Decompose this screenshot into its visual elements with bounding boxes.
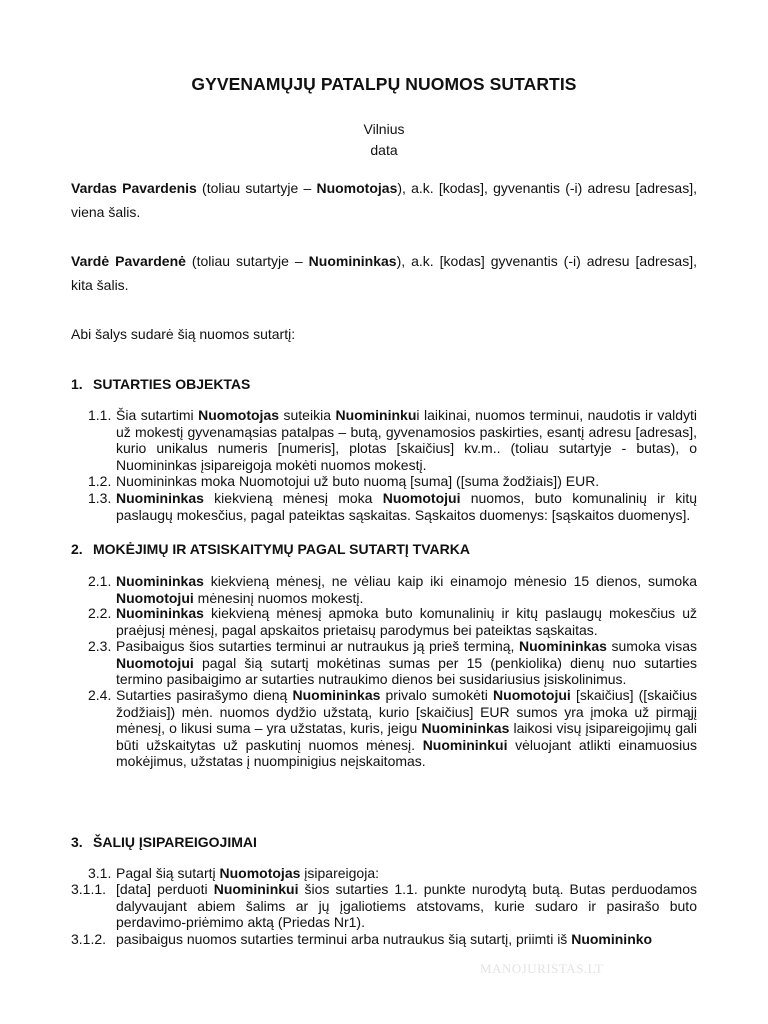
bold-term: Nuomininkui <box>422 736 508 753</box>
text-segment: šios sutarties 1.1. punkte nurodytą butą. Butas perduodamos dalyvaujant abiem šalims ar jų įgaliotiems atstovams, kurie sudaro ir pasirašo buto perdavimo-priėmimo aktą (Priedas Nr1). <box>116 881 698 930</box>
clause-text <box>116 473 697 490</box>
sub-clause <box>71 931 697 948</box>
clause-number: 3.1.1. <box>71 881 107 897</box>
tenant-name: Vardė Pavardenė <box>71 253 186 269</box>
bold-term: Nuomotojui <box>493 687 571 703</box>
section-number: 1. <box>71 376 83 392</box>
text-segment: kiekvieną mėnesį, ne vėliau kaip iki einamojo mėnesio 15 dienos, sumoka <box>203 573 697 589</box>
document-title: GYVENAMŲJŲ PATALPŲ NUOMOS SUTARTIS <box>191 74 577 94</box>
clause-number: 2.3. <box>88 638 112 654</box>
clause-text <box>116 638 697 688</box>
clause-number: 1.2. <box>88 473 112 489</box>
text-segment: [data] perduoti <box>116 881 214 897</box>
clause-number: 2.4. <box>88 687 112 703</box>
bold-term: Nuomininku <box>335 407 417 423</box>
bold-term: Nuomotojas <box>219 865 301 881</box>
text-segment: mėnesinį nuomos mokestį. <box>193 589 364 606</box>
clause <box>88 490 697 523</box>
bold-term: Nuomotojui <box>116 589 194 606</box>
text-segment: Pagal šią sutartį <box>116 865 220 881</box>
landlord-name: Vardas Pavardenis <box>71 180 197 196</box>
bold-term: Nuomotojui <box>382 490 461 506</box>
clause-text <box>116 573 697 606</box>
clause <box>88 687 697 770</box>
text-segment: nuomos, buto komunalinių ir kitų paslaugų mokesčius, pagal pateiktas sąskaitas. Sąskaitos duomenys: [sąskaitos duomenys]. <box>116 490 697 523</box>
clause-number: 3.1.2. <box>71 931 107 947</box>
bold-term: Nuomininkas <box>116 490 204 506</box>
clause-number: 2.1. <box>88 573 112 589</box>
clause <box>88 573 697 606</box>
text-segment: Šia sutartimi <box>116 407 199 423</box>
bold-term: Nuomininkas <box>421 720 510 736</box>
watermark: MANOJURISTAS.LT <box>480 961 604 976</box>
clause-number: 3.1. <box>88 865 112 881</box>
text-segment: vėluojant atlikti einamuosius mokėjimus, užstatas į nuompinigius neįskaitomas. <box>116 736 697 769</box>
landlord-text-2: ), a.k. [kodas], gyvenantis (-i) adresu [adresas], viena šalis. <box>71 180 698 220</box>
section-number: 3. <box>71 834 83 850</box>
party-tenant <box>71 249 697 297</box>
text-segment: pagal šią sutartį mokėtinas sumas per 15 (penkiolika) dienų nuo sutarties termino pasibaigimo ar sutarties nutraukimo dienos bei susidariusius įsiskolinimus. <box>116 654 697 687</box>
tenant-text-1: (toliau sutartyje – <box>185 253 309 269</box>
section-heading <box>71 541 470 557</box>
text-segment: kiekvieną mėnesį apmoka buto komunalinių ir kitų paslaugų mokesčius už praėjusį mėnesį, pagal apskaitos prietaisų parodymus bei pateiktas sąskaitas. <box>116 605 697 638</box>
clause-number: 1.3. <box>88 490 112 506</box>
text-segment: i laikinai, nuomos terminui, naudotis ir valdyti už mokestį gyvenamąsias patalpas – butą, gyvenamosios paskirties, esantį adresu [adresas], kurio unikalus numeris [numeris], plotas [skaičius] kv.m.. (toliau sutartyje - butas), o Nuomininkas įsipareigoja mokėti nuomos mokestį. <box>116 407 698 473</box>
section-title: ŠALIŲ ĮSIPAREIGOJIMAI <box>93 834 257 850</box>
section-number: 2. <box>71 541 83 557</box>
clause-text <box>116 490 697 523</box>
bold-term: Nuomininkas <box>292 687 381 703</box>
section-title: MOKĖJIMŲ IR ATSISKAITYMŲ PAGAL SUTARTĮ TVARKA <box>93 541 470 557</box>
clause-text <box>116 865 697 882</box>
text-segment: laikosi visų įsipareigojimų gali būti užskaitytas už paskutinį nuomos mėnesį. <box>116 720 697 753</box>
bold-term: Nuomininko <box>571 931 653 947</box>
clause <box>88 407 697 473</box>
bold-term: Nuomininkas <box>519 638 607 654</box>
clause <box>88 473 697 490</box>
bold-term: Nuomininkas <box>116 605 204 621</box>
document-date: data <box>370 142 398 158</box>
bold-term: Nuomininkas <box>116 573 204 589</box>
landlord-text-1: (toliau sutartyje – <box>196 180 317 196</box>
text-segment: įsipareigoja: <box>300 865 379 881</box>
text-segment: [skaičius] ([skaičius žodžiais]) mėn. nuomos dydžio užstatą, kurio [skaičius] EUR sumos yra įmoka už pirmąjį mėnesį, o likusi suma – yra užstatas, kuris, jeigu <box>116 687 697 736</box>
clause-text <box>116 687 697 770</box>
clause-number: 2.2. <box>88 605 112 621</box>
text-segment: Nuomininkas moka Nuomotojui už buto nuomą [suma] ([suma žodžiais]) EUR. <box>116 473 600 489</box>
document-city: Vilnius <box>363 121 405 137</box>
section-heading <box>71 834 257 850</box>
tenant-role: Nuomininkas <box>308 253 397 269</box>
clause-text <box>116 407 697 473</box>
clause <box>88 605 697 638</box>
text-segment: kiekvieną mėnesį moka <box>203 490 383 506</box>
clause-text <box>116 931 697 948</box>
clause-number: 1.1. <box>88 407 112 423</box>
bold-term: Nuomotojui <box>116 654 194 671</box>
agreement-statement: Abi šalys sudarė šią nuomos sutartį: <box>71 326 296 342</box>
section-heading <box>71 376 250 392</box>
text-segment: privalo sumokėti <box>380 687 494 703</box>
landlord-role: Nuomotojas <box>316 180 398 196</box>
clause <box>88 638 697 688</box>
text-segment: pasibaigus nuomos sutarties terminui arba nutraukus šią sutartį, priimti iš <box>116 931 572 947</box>
clause <box>88 865 697 882</box>
sub-clause <box>71 881 697 931</box>
text-segment: Pasibaigus šios sutarties terminui ar nutraukus ją prieš terminą, <box>116 638 520 654</box>
clause-text <box>116 881 697 931</box>
bold-term: Nuomotojas <box>198 407 280 423</box>
text-segment: Sutarties pasirašymo dieną <box>116 687 293 703</box>
text-segment: sumoka visas <box>606 638 697 654</box>
text-segment: suteikia <box>279 407 336 423</box>
clause-text <box>116 605 697 638</box>
party-landlord <box>71 176 697 224</box>
section-title: SUTARTIES OBJEKTAS <box>93 376 251 392</box>
bold-term: Nuomininkui <box>213 881 299 897</box>
tenant-text-2: ), a.k. [kodas] gyvenantis (-i) adresu [adresas], kita šalis. <box>71 253 697 293</box>
